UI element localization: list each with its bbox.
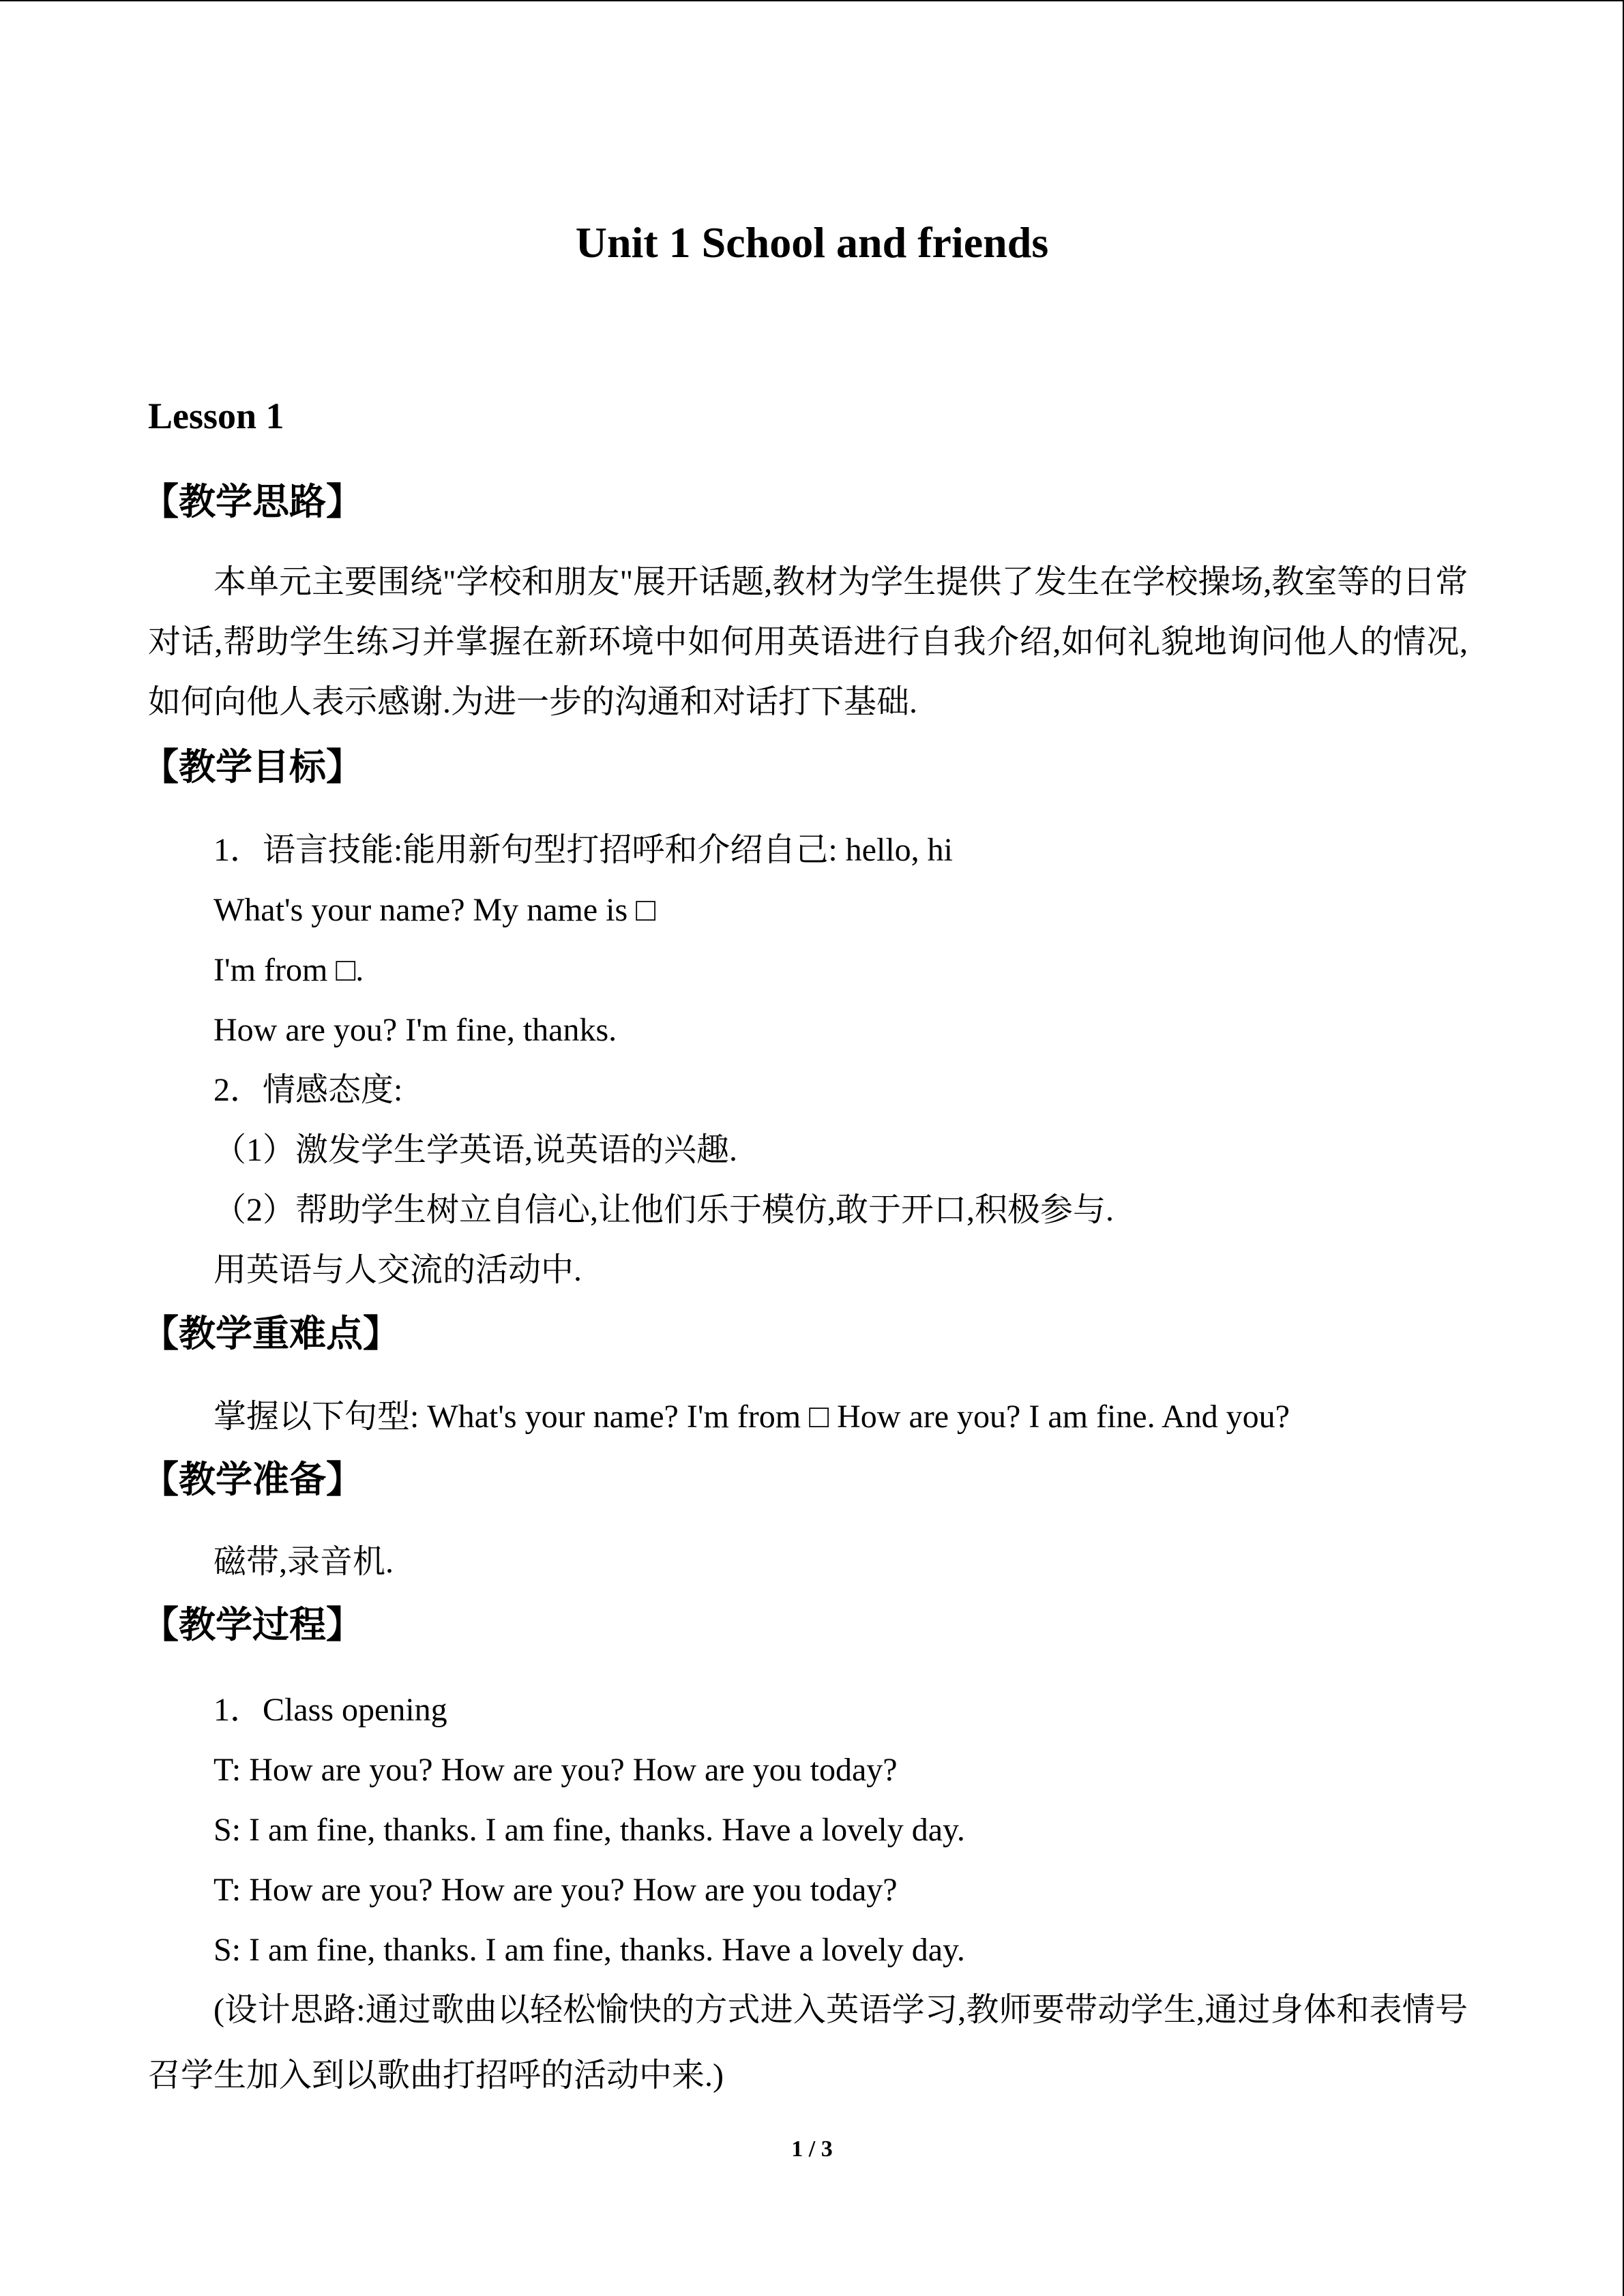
section-heading-key-points: 【教学重难点】 <box>142 1313 400 1354</box>
preparation-paragraph <box>148 1532 1468 1592</box>
design-note-paragraph <box>148 1978 1468 2108</box>
design-note-line: (设计思路:通过歌曲以轻松愉快的方式进入英语学习,教师要带动学生,通过身体和表情号 <box>213 1992 1468 2028</box>
dialogue-line: S: I am fine, thanks. I am fine, thanks. Have a lovely day. <box>213 1812 965 1848</box>
preparation-text: 磁带,录音机. <box>213 1544 394 1580</box>
objective-item: （2）帮助学生树立自信心,让他们乐于模仿,敢于开口,积极参与. <box>213 1192 1114 1228</box>
paragraph-line: 本单元主要围绕"学校和朋友"展开话题,教材为学生提供了发生在学校操场,教室等的日常 <box>213 564 1468 600</box>
design-note-line: 召学生加入到以歌曲打招呼的活动中来.) <box>148 2057 724 2093</box>
objective-item: What's your name? My name is □ <box>213 892 656 928</box>
dialogue-line: T: How are you? How are you? How are you today? <box>213 1752 898 1788</box>
objectives-list <box>148 820 1468 1300</box>
key-points-paragraph <box>148 1387 1468 1447</box>
paragraph-line: 如何向他人表示感谢.为进一步的沟通和对话打下基础. <box>148 684 918 720</box>
process-list <box>148 1680 1468 1980</box>
objective-item: How are you? I'm fine, thanks. <box>213 1012 617 1048</box>
section-heading-process: 【教学过程】 <box>142 1605 363 1645</box>
approach-paragraph <box>148 552 1468 732</box>
page-number: 1 / 3 <box>791 2136 833 2162</box>
key-points-text: 掌握以下句型: What's your name? I'm from □ How are you? I am fine. And you? <box>213 1399 1290 1435</box>
lesson-heading: Lesson 1 <box>148 396 284 436</box>
objective-item: 用英语与人交流的活动中. <box>213 1252 582 1288</box>
objective-item: 1．语言技能:能用新句型打招呼和介绍自己: hello, hi <box>213 832 953 868</box>
section-heading-preparation: 【教学准备】 <box>142 1459 363 1500</box>
section-heading-objectives: 【教学目标】 <box>142 747 363 788</box>
section-heading-approach: 【教学思路】 <box>142 481 363 522</box>
objective-item: 2．情感态度: <box>213 1072 403 1108</box>
objective-item: I'm from □. <box>213 952 364 988</box>
process-item: 1．Class opening <box>213 1692 447 1728</box>
document-title: Unit 1 School and friends <box>575 218 1049 267</box>
paragraph-line: 对话,帮助学生练习并掌握在新环境中如何用英语进行自我介绍,如何礼貌地询问他人的情况, <box>148 624 1468 660</box>
objective-item: （1）激发学生学英语,说英语的兴趣. <box>213 1132 738 1168</box>
dialogue-line: S: I am fine, thanks. I am fine, thanks. Have a lovely day. <box>213 1932 965 1968</box>
dialogue-line: T: How are you? How are you? How are you today? <box>213 1872 898 1908</box>
